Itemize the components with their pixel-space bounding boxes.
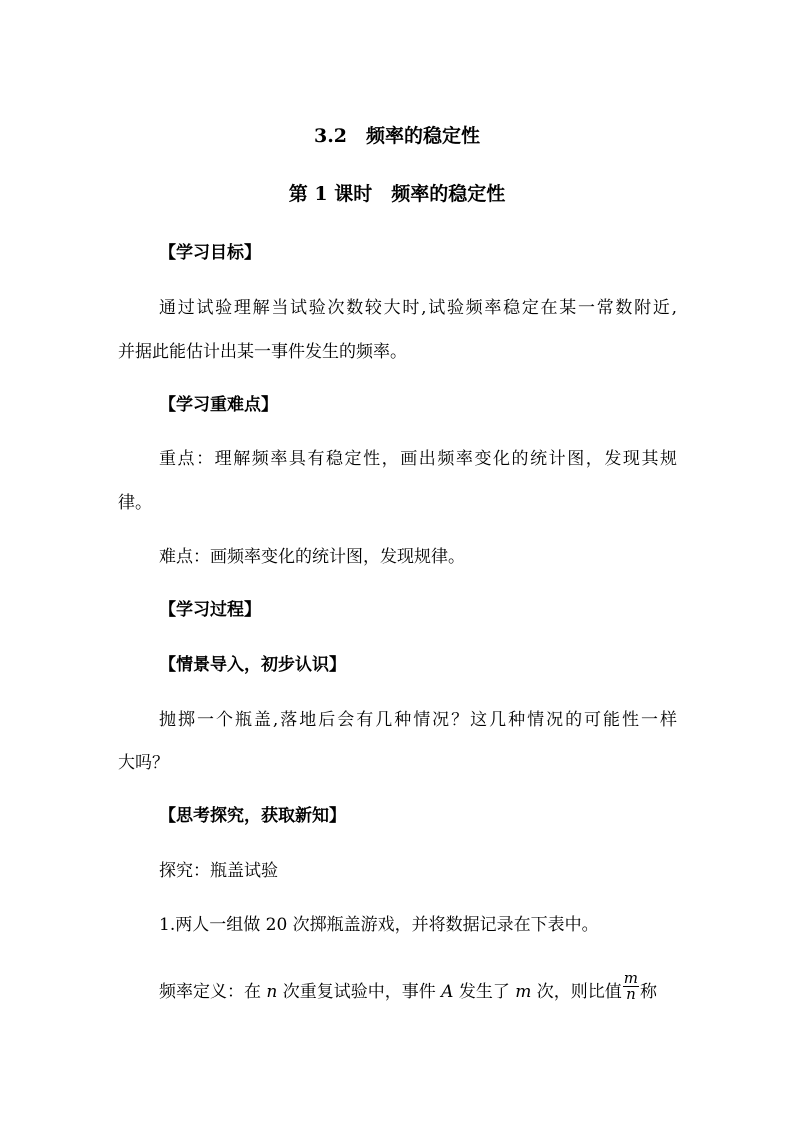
- page-title: 3.2 频率的稳定性: [313, 125, 481, 147]
- var-m: m: [515, 982, 532, 1002]
- difficulty-text: 难点：画频率变化的统计图，发现规律。: [159, 547, 465, 567]
- objectives-text-line1: 通过试验理解当试验次数较大时,试验频率稳定在某一常数附近,: [159, 298, 677, 318]
- step-1-text: 1.两人一组做 20 次掷瓶盖游戏，并将数据记录在下表中。: [159, 915, 599, 935]
- process-heading: 【学习过程】: [159, 600, 261, 620]
- intro-text-line2: 大吗？: [118, 753, 169, 773]
- objectives-text-line2: 并据此能估计出某一事件发生的频率。: [118, 342, 407, 362]
- activity-title: 探究：瓶盖试验: [159, 861, 278, 881]
- focus-text-line2: 律。: [118, 493, 152, 513]
- var-A: A: [441, 982, 454, 1002]
- explore-heading: 【思考探究，获取新知】: [159, 806, 346, 826]
- lesson-subtitle: 第 1 课时 频率的稳定性: [288, 183, 506, 205]
- focus-text-line1: 重点：理解频率具有稳定性，画出频率变化的统计图，发现其规: [159, 449, 677, 469]
- fraction-m-over-n: $\frac{m}{n}$: [623, 969, 639, 1003]
- intro-heading: 【情景导入，初步认识】: [159, 655, 346, 675]
- key-points-heading: 【学习重难点】: [159, 395, 278, 415]
- frequency-definition: 频率定义：在 n 次重复试验中，事件 A 发生了 m 次，则比值 $\frac{m}{n}$ 称: [159, 969, 658, 1003]
- objectives-heading: 【学习目标】: [159, 243, 261, 263]
- intro-text-line1: 抛掷一个瓶盖,落地后会有几种情况？这几种情况的可能性一样: [159, 710, 677, 730]
- var-n: n: [266, 982, 278, 1002]
